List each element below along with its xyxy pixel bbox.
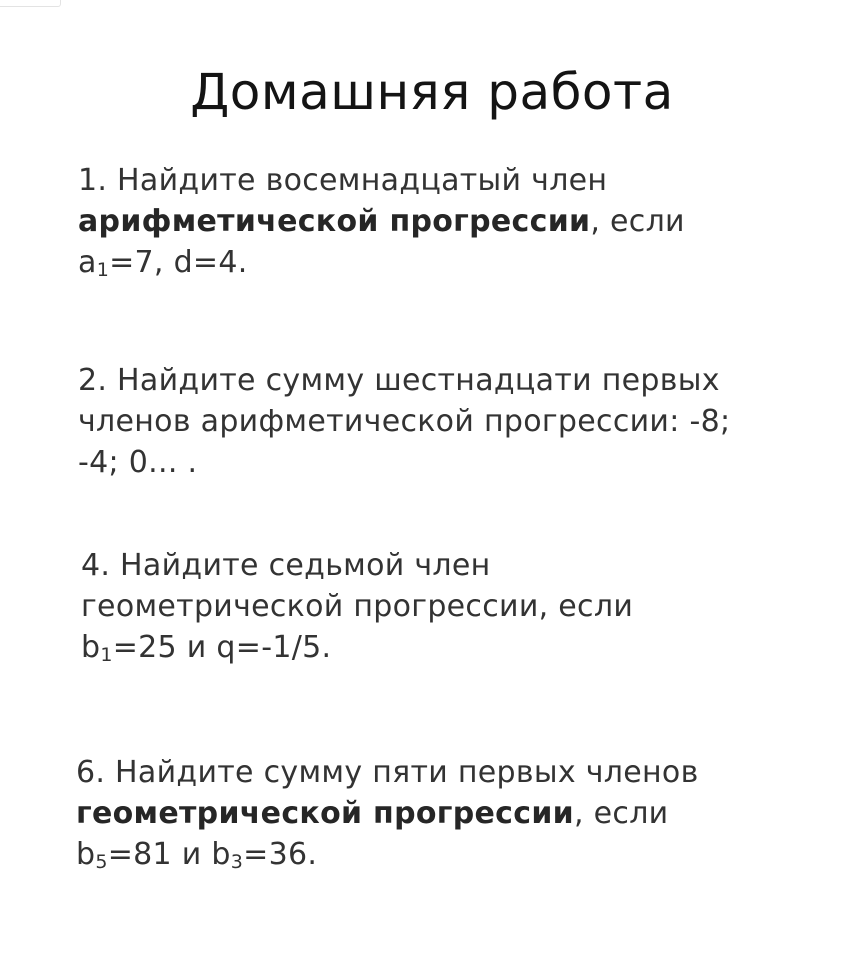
formula-variable: b — [76, 837, 96, 872]
task-text: -4; 0... . — [78, 445, 198, 480]
formula-subscript: 5 — [95, 851, 108, 873]
formula-variable: b — [81, 630, 101, 665]
task-1-line-2 — [78, 201, 685, 242]
corner-mark — [0, 0, 61, 7]
formula-subscript: 1 — [100, 644, 113, 666]
task-text: , если — [573, 796, 669, 831]
task-4-line-3 — [81, 627, 633, 668]
task-2-line-1 — [78, 360, 730, 401]
task-2-line-3 — [78, 442, 730, 483]
task-6-line-1 — [76, 752, 699, 793]
task-4-line-2 — [81, 586, 633, 627]
formula-subscript: 3 — [230, 851, 244, 873]
task-text: геометрической прогрессии, если — [81, 589, 634, 624]
task-text: 1. Найдите восемнадцатый член — [78, 163, 608, 198]
task-text: 2. Найдите сумму шестнадцати первых — [78, 363, 720, 398]
task-text: членов арифметической прогрессии: -8; — [78, 404, 731, 439]
task-4-line-1 — [81, 545, 633, 586]
task-1 — [78, 160, 685, 283]
formula-variable: b — [211, 837, 231, 872]
formula-text: =36. — [243, 837, 318, 872]
task-text: 4. Найдите седьмой член — [81, 548, 491, 583]
task-1-line-3 — [78, 242, 685, 283]
task-6-line-3 — [76, 834, 699, 875]
page-title: Домашняя работа — [190, 63, 674, 121]
formula-variable: a — [78, 245, 97, 280]
task-1-line-1 — [78, 160, 685, 201]
task-2-line-2 — [78, 401, 730, 442]
formula-subscript: 1 — [96, 259, 110, 281]
formula-text: =7, d=4. — [109, 245, 248, 280]
formula-text: =25 и q=-1/5. — [112, 630, 332, 665]
task-emphasis: геометрической прогрессии — [76, 796, 574, 831]
task-2 — [78, 360, 730, 483]
task-6 — [76, 752, 699, 875]
task-emphasis: арифметической прогрессии — [78, 204, 591, 239]
task-text: , если — [590, 204, 685, 239]
task-6-line-2 — [76, 793, 699, 834]
task-4 — [81, 545, 633, 668]
task-text: 6. Найдите сумму пяти первых членов — [76, 755, 699, 790]
formula-text: =81 и — [107, 837, 212, 872]
